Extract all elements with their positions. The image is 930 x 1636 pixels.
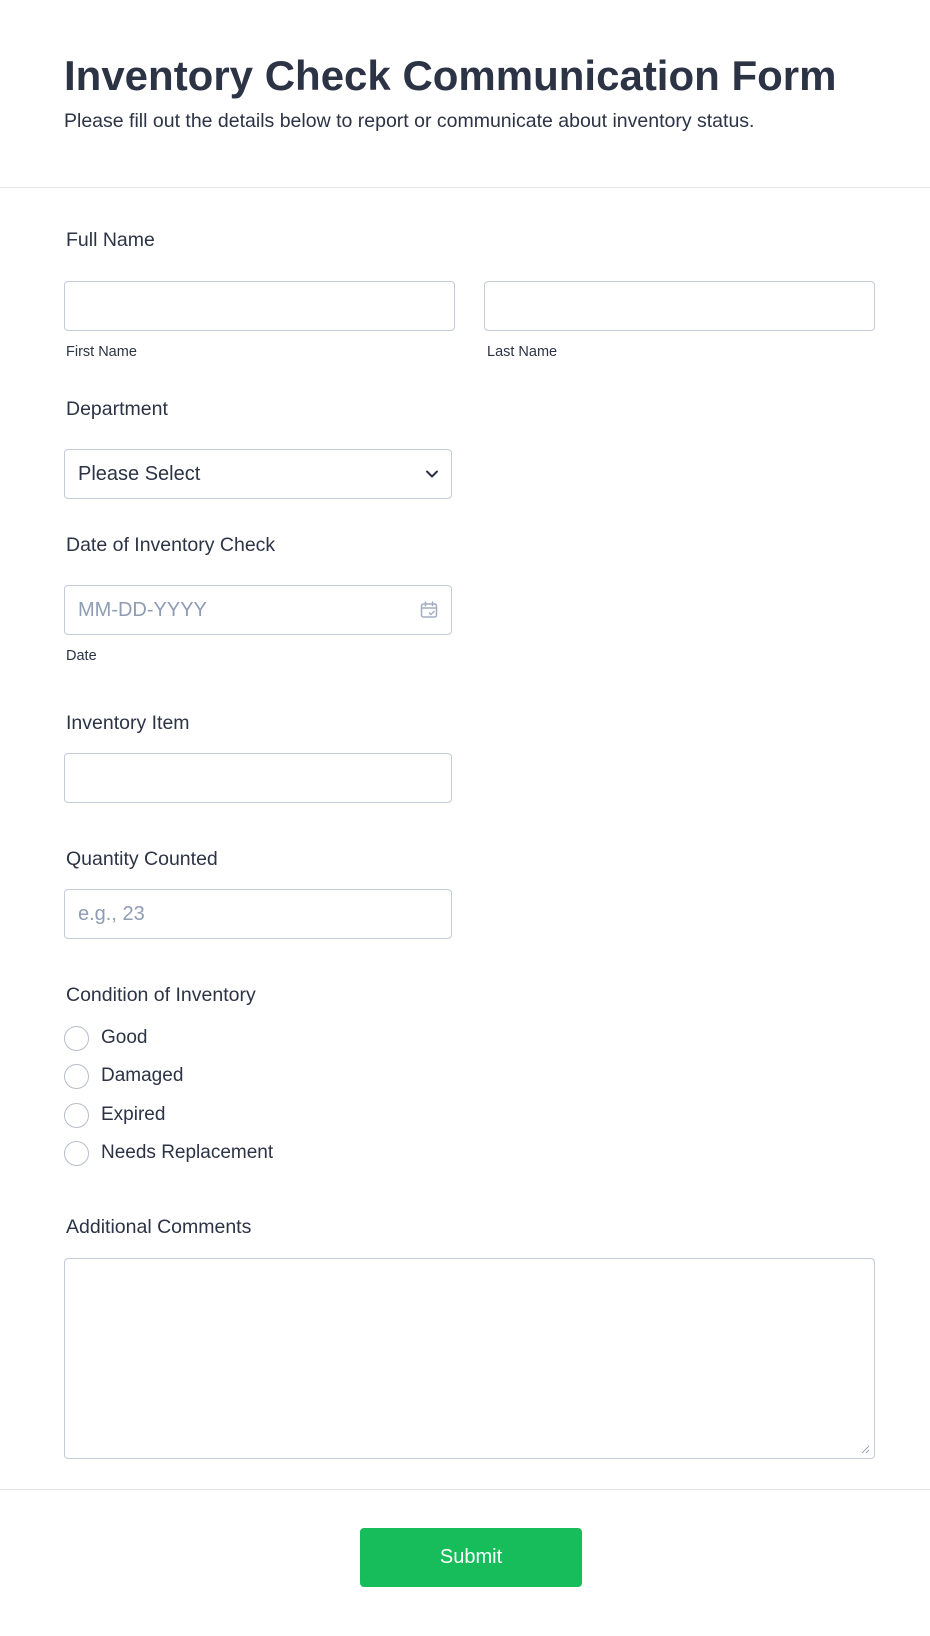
department-selected-value: Please Select [78,463,201,485]
radio-button[interactable] [64,1141,89,1166]
comments-label: Additional Comments [66,1216,252,1238]
first-name-sublabel: First Name [66,344,137,360]
radio-label: Good [101,1027,148,1048]
radio-label: Needs Replacement [101,1142,274,1163]
last-name-sublabel: Last Name [487,344,558,360]
radio-button[interactable] [64,1064,89,1089]
quantity-placeholder: e.g., 23 [78,903,145,925]
department-select[interactable] [64,449,452,499]
quantity-label: Quantity Counted [66,848,218,870]
date-label: Date of Inventory Check [66,534,276,556]
radio-label: Damaged [101,1065,184,1086]
submit-button[interactable]: Submit [360,1528,582,1587]
inventory-item-input[interactable] [64,753,452,803]
radio-button[interactable] [64,1026,89,1051]
form-header [0,0,930,188]
form-title: Inventory Check Communication Form [64,52,837,99]
radio-label: Expired [101,1104,166,1125]
form-subtitle: Please fill out the details below to report or communicate about inventory status. [64,110,755,132]
radio-button[interactable] [64,1103,89,1128]
date-sublabel: Date [66,648,97,664]
date-placeholder: MM-DD-YYYY [78,599,207,621]
calendar-icon[interactable] [419,600,439,620]
footer-divider [0,1489,930,1490]
full-name-label: Full Name [66,229,155,251]
quantity-input[interactable] [64,889,452,939]
condition-label: Condition of Inventory [66,984,256,1006]
chevron-down-icon [425,467,439,481]
resize-handle-icon[interactable] [861,1445,870,1454]
department-label: Department [66,398,168,420]
last-name-input[interactable] [484,281,875,331]
comments-textarea[interactable] [64,1258,875,1459]
date-input[interactable] [64,585,452,635]
inventory-item-label: Inventory Item [66,712,190,734]
first-name-input[interactable] [64,281,455,331]
